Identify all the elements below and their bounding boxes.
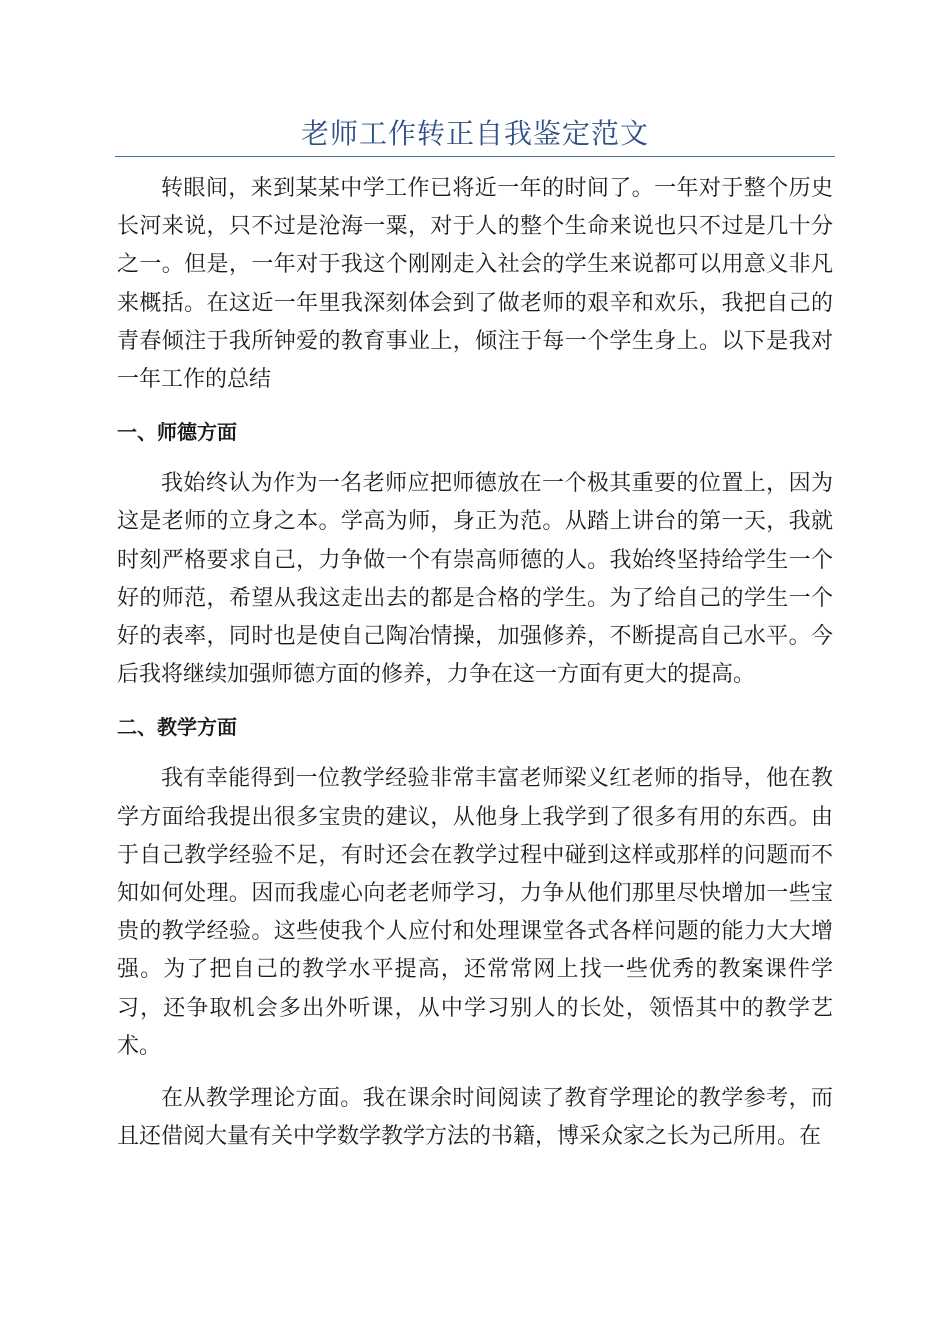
intro-paragraph: 转眼间，来到某某中学工作已将近一年的时间了。一年对于整个历史长河来说，只不过是沧海一粟，对于人的整个生命来说也只不过是几十分之一。但是，一年对于我这个刚刚走入社会的学生来说都可以用意义非凡来概括。在这近一年里我深刻体会到了做老师的艰辛和欢乐，我把自己的青春倾注于我所钟爱的教育事业上，倾注于每一个学生身上。以下是我对一年工作的总结 — [117, 176, 833, 393]
section-heading-ethics: 一、师德方面 — [117, 420, 237, 445]
ethics-paragraph: 我始终认为作为一名老师应把师德放在一个极其重要的位置上，因为这是老师的立身之本。学高为师，身正为范。从踏上讲台的第一天，我就时刻严格要求自己，力争做一个有崇高师德的人。我始终坚持给学生一个好的师范，希望从我这走出去的都是合格的学生。为了给自己的学生一个好的表率，同时也是使自己陶冶情操，加强修养，不断提高自己水平。今后我将继续加强师德方面的修养，力争在这一方面有更大的提高。 — [117, 471, 833, 688]
teaching-paragraph-2: 在从教学理论方面。我在课余时间阅读了教育学理论的教学参考，而且还借阅大量有关中学数学教学方法的书籍，博采众家之长为己所用。在 — [117, 1086, 833, 1150]
section-heading-teaching: 二、教学方面 — [117, 715, 237, 740]
teaching-paragraph-1: 我有幸能得到一位教学经验非常丰富老师梁义红老师的指导，他在教学方面给我提出很多宝贵的建议，从他身上我学到了很多有用的东西。由于自己教学经验不足，有时还会在教学过程中碰到这样或那样的问题而不知如何处理。因而我虚心向老老师学习，力争从他们那里尽快增加一些宝贵的教学经验。这些使我个人应付和处理课堂各式各样问题的能力大大增强。为了把自己的教学水平提高，还常常网上找一些优秀的教案课件学习，还争取机会多出外听课，从中学习别人的长处，领悟其中的教学艺术。 — [117, 766, 833, 1059]
document-body — [117, 170, 833, 1170]
title-bar — [115, 112, 835, 157]
document-title: 老师工作转正自我鉴定范文 — [300, 117, 649, 150]
